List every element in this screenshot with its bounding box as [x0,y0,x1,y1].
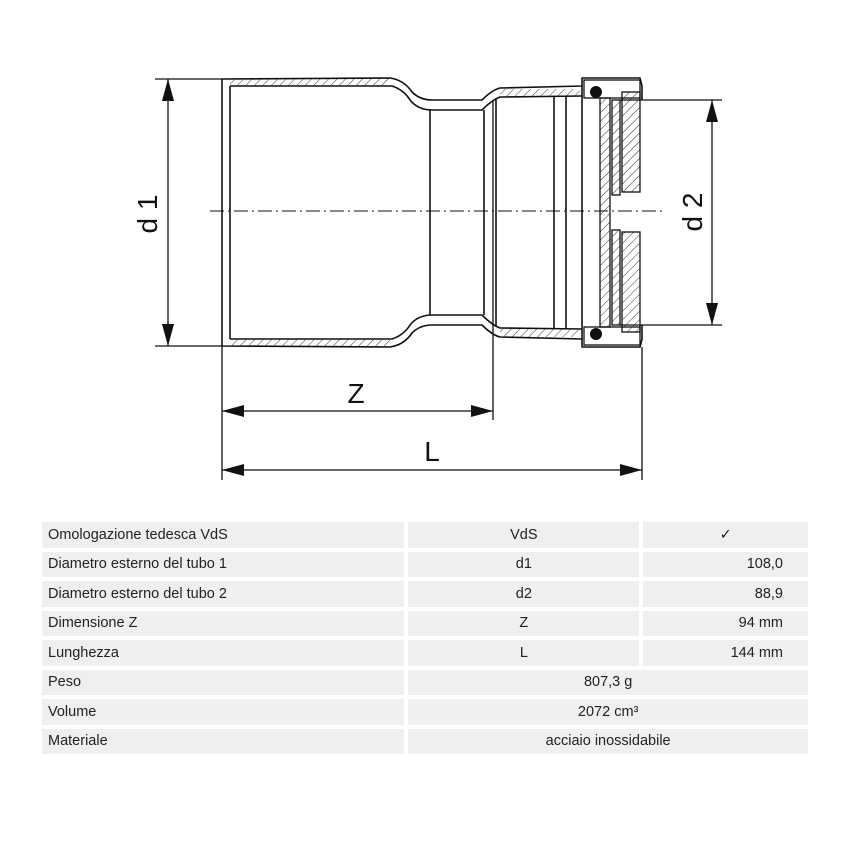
table-row [42,729,808,755]
table-row [42,522,808,548]
row-value: 807,3 g [408,670,808,696]
row-value: 108,0 [643,552,808,578]
row-symbol: Z [408,611,639,637]
dimension-d1 [155,79,222,346]
d2-label: d 2 [677,192,708,232]
table-row [42,581,808,607]
z-label: Z [347,378,365,409]
row-label: Volume [42,699,404,725]
row-symbol: L [408,640,639,666]
d1-label: d 1 [132,194,163,234]
table-row [42,640,808,666]
o-ring-top [590,86,602,98]
row-label: Materiale [42,729,404,755]
row-label: Lunghezza [42,640,404,666]
row-value: 94 mm [643,611,808,637]
table-row [42,611,808,637]
l-label: L [424,436,440,467]
row-value: 144 mm [643,640,808,666]
check-icon: ✓ [643,522,808,548]
row-value: 2072 cm³ [408,699,808,725]
o-ring-bottom [590,328,602,340]
spec-table [38,518,812,758]
row-label: Omologazione tedesca VdS [42,522,404,548]
row-symbol: VdS [408,522,639,548]
dimension-z [222,100,493,480]
wall-hatching [230,79,580,346]
table-row [42,670,808,696]
table-row [42,552,808,578]
row-label: Peso [42,670,404,696]
press-end-detail [584,80,642,345]
row-label: Diametro esterno del tubo 2 [42,581,404,607]
row-label: Diametro esterno del tubo 1 [42,552,404,578]
row-label: Dimensione Z [42,611,404,637]
row-symbol: d2 [408,581,639,607]
fitting-body [222,78,642,347]
row-value: 88,9 [643,581,808,607]
table-row [42,699,808,725]
row-symbol: d1 [408,552,639,578]
row-value: acciaio inossidabile [408,729,808,755]
